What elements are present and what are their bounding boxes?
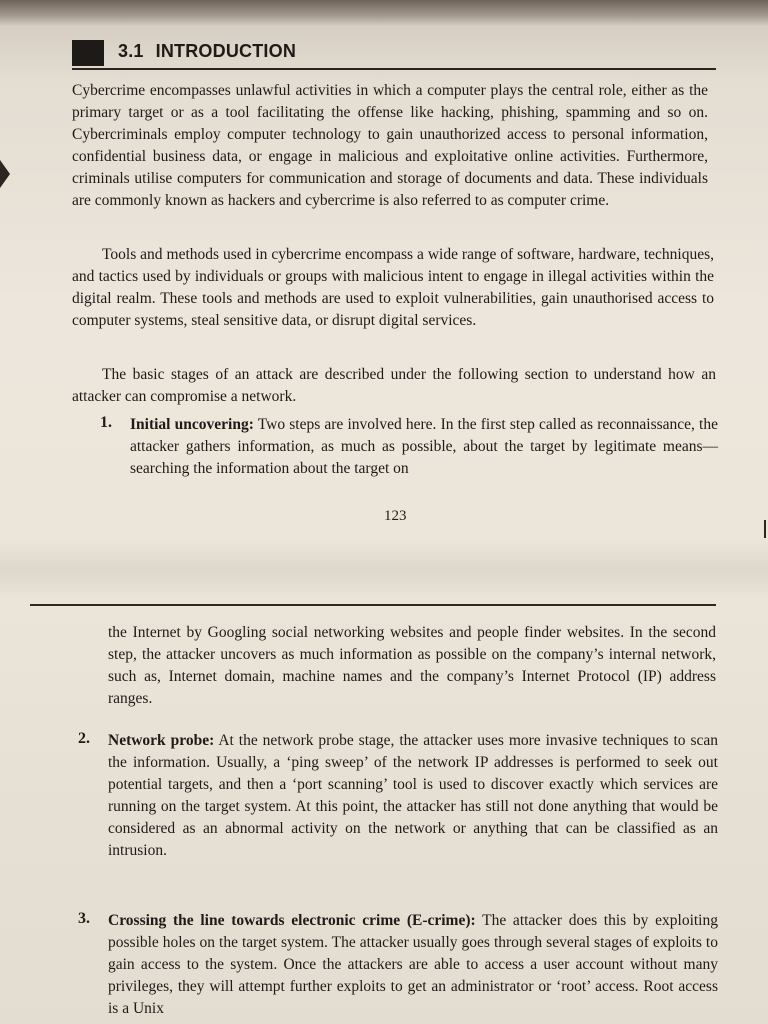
section-number: 3.1 — [118, 41, 144, 61]
list-item-number-1: 1. — [100, 414, 112, 431]
section-title — [118, 41, 296, 62]
list-item-1 — [130, 414, 718, 480]
paragraph-intro-2: Tools and methods used in cybercrime encompass a wide range of software, hardware, techniques, and tactics used by individuals or groups with malicious intent to engage in illegal activities within the digital realm. These tools and methods are used to exploit vulnerabilities, gain unauthorised access to computer systems, steal sensitive data, or disrupt digital services. — [72, 246, 714, 329]
list-item-3-title: Crossing the line towards electronic crime (E-crime): — [108, 912, 476, 929]
page-gap — [0, 540, 768, 600]
page-edge-mark-right — [764, 520, 766, 538]
page-top-rule — [30, 604, 716, 606]
paragraph-intro-3: The basic stages of an attack are described under the following section to understand how an attacker can compromise a network. — [72, 366, 716, 405]
heading-bar — [72, 40, 104, 66]
page-number: 123 — [384, 508, 407, 524]
page-edge-mark — [0, 160, 10, 188]
section-title-text: INTRODUCTION — [155, 41, 297, 61]
list-item-2 — [108, 730, 718, 862]
list-item-1-continued: the Internet by Googling social networking websites and people finder websites. In the second step, the attacker uncovers as much information as possible on the company’s internal network, such as, Internet domain, machine names and the company’s Internet Protocol (IP) address ranges. — [108, 624, 716, 707]
section-heading — [72, 40, 716, 70]
list-item-2-title: Network probe: — [108, 732, 215, 749]
list-item-1-title: Initial uncovering: — [130, 416, 254, 433]
list-item-number-3: 3. — [78, 910, 90, 927]
page-top-shadow — [0, 0, 768, 26]
list-item-number-2: 2. — [78, 730, 90, 747]
list-item-2-text: At the network probe stage, the attacker uses more invasive techniques to scan the information. Usually, a ‘ping sweep’ of the network IP addresses is performed to seek out potential targets, and then a ‘port scanning’ tool is used to discover exactly which services are running on the target system. At this point, the attacker has still not done anything that would be considered as an abnormal activity on the network or anything that can be classified as an intrusion. — [108, 732, 718, 859]
list-item-3-text: The attacker does this by exploiting possible holes on the target system. The attacker usually goes through several stages of exploits to gain access to the system. Once the attackers are able to access a user account without many privileges, they will attempt further exploits to get an administrator or ‘root’ access. Root access is a Unix — [108, 912, 718, 1017]
list-item-1-text: Two steps are involved here. In the first step called as reconnaissance, the attacker gathers information, as much as possible, about the target by legitimate means—searching the information about the target on — [130, 416, 718, 477]
paragraph-intro-1: Cybercrime encompasses unlawful activities in which a computer plays the central role, either as the primary target or as a tool facilitating the offense like hacking, phishing, spamming and so on. Cybercriminals employ computer technology to gain unauthorized access to personal information, confidential business data, or engage in malicious and exploitative online activities. Furthermore, criminals utilise computers for communication and storage of documents and data. These individuals are commonly known as hackers and cybercrime is also referred to as computer crime. — [72, 82, 708, 209]
list-item-3 — [108, 910, 718, 1020]
